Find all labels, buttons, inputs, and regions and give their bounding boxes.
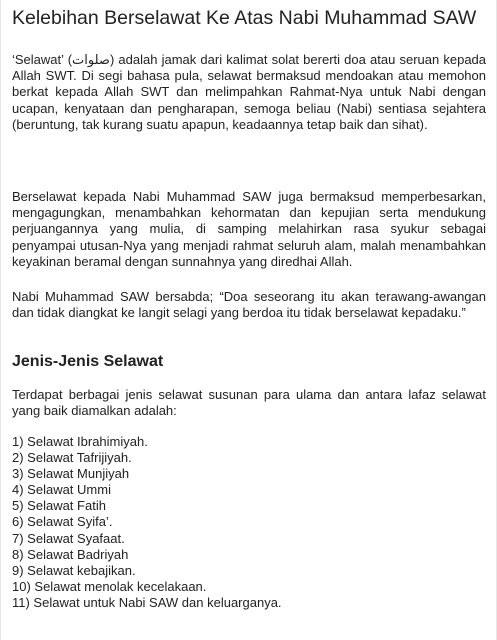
selawat-list: [12, 434, 282, 611]
list-item: 1) Selawat Ibrahimiyah.: [12, 434, 148, 449]
list-item: 4) Selawat Ummi: [12, 482, 111, 498]
paragraph-meaning: Berselawat kepada Nabi Muhammad SAW juga bermaksud memperbesarkan, mengagungkan, menambahkan kehormatan dan kepujian serta mendukung perjuangannya yang mulia, di samping melahirkan rasa syukur sebagai penyampai utusan-Nya yang menjadi rahmat seluruh alam, malah menambahkan keyakinan beramal dengan sunnahnya yang diredhai Allah.: [12, 189, 486, 269]
list-item: 5) Selawat Fatih: [12, 498, 106, 514]
article-title: Kelebihan Berselawat Ke Atas Nabi Muhammad SAW: [12, 7, 477, 29]
list-item: 11) Selawat untuk Nabi SAW dan keluarganya.: [12, 594, 282, 610]
section-heading: Jenis-Jenis Selawat: [12, 353, 164, 370]
section-intro: Terdapat berbagai jenis selawat susunan para ulama dan antara lafaz selawat yang baik diamalkan adalah:: [12, 387, 486, 419]
list-item: 8) Selawat Badriyah: [12, 546, 129, 562]
paragraph-definition: ‘Selawat’ (صلوات) adalah jamak dari kalimat solat bererti doa atau seruan kepada Allah SWT. Di segi bahasa pula, selawat bermaksud mendoakan atau memohon berkat kepada Allah SWT dan melimpahkan Rahmat-Nya untuk Nabi dengan ucapan, kenyataan dan pengharapan, semoga beliau (Nabi) sentiasa sejahtera (beruntung, tak kurang suatu apapun, keadaannya tetap baik dan sihat).: [12, 52, 487, 132]
paragraph-hadith: Nabi Muhammad SAW bersabda; “Doa seseorang itu akan terawang-awangan dan tidak diangkat ke langit selagi yang berdoa itu tidak berselawat kepadaku.”: [12, 289, 486, 321]
list-item: 2) Selawat Tafrijiyah.: [12, 450, 132, 466]
list-item: 3) Selawat Munjiyah: [12, 466, 130, 482]
list-item: 10) Selawat menolak kecelakaan.: [12, 578, 207, 594]
list-item: 9) Selawat kebajikan.: [12, 562, 136, 578]
list-item: 6) Selawat Syifa’.: [12, 514, 113, 530]
list-item: 7) Selawat Syafaat.: [12, 530, 125, 546]
